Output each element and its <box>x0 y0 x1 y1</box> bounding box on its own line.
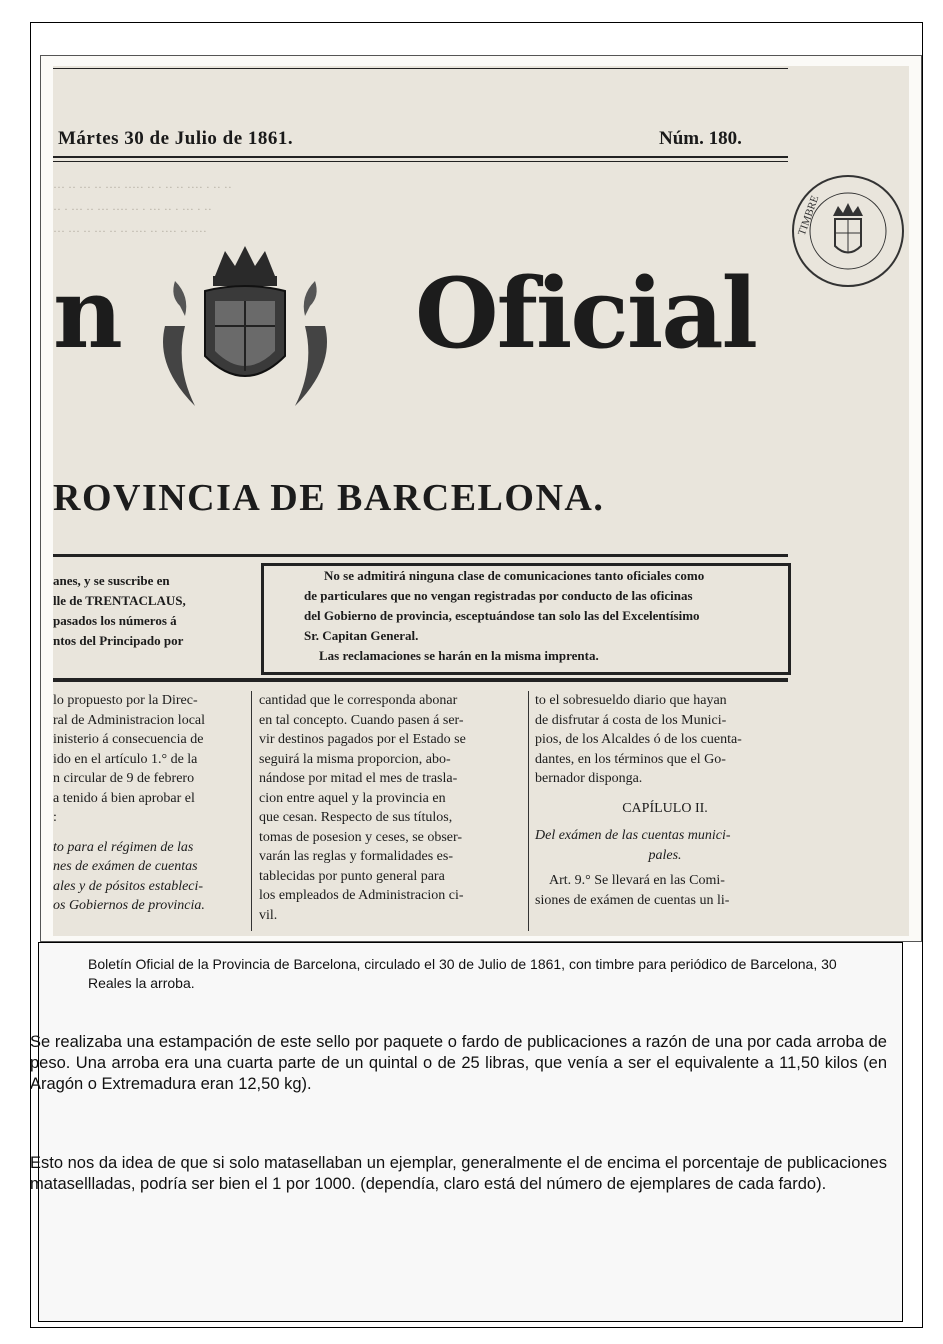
col2-line: cion entre aquel y la provincia en <box>259 790 446 806</box>
masthead-left: n <box>53 257 121 370</box>
chapter-subtitle: Del exámen de las cuentas munici- <box>535 828 731 843</box>
masthead-bottom-rule <box>53 554 788 557</box>
col3-line: bernador disponga. <box>535 771 643 786</box>
postal-stamp-icon <box>788 171 908 291</box>
col1-line: inisterio á consecuencia de <box>53 732 204 747</box>
col3-line: siones de exámen de cuentas un li- <box>535 892 730 908</box>
col1-italic-line: ales y de pósitos estableci- <box>53 878 204 894</box>
col2-line: en tal concepto. Cuando pasen á ser- <box>259 712 464 728</box>
col2-line: nándose por mitad el mes de trasla- <box>259 771 458 786</box>
col3-line: dantes, en los términos que el Go- <box>535 751 726 767</box>
image-caption: Boletín Oficial de la Provincia de Barcelona, circulado el 30 de Julio de 1861, con timbre para periódico de Barcelona, 30 Reales la arroba. <box>88 956 837 991</box>
col2-line: que cesan. Respecto de sus títulos, <box>259 810 453 825</box>
royal-coat-of-arms-icon <box>145 236 345 436</box>
col1-line: ral de Administracion local <box>53 712 206 728</box>
col3-line: Art. 9.° Se llevará en las Comi- <box>549 873 725 888</box>
col1-italic-line: to para el régimen de las <box>53 839 194 855</box>
paragraph-arroba: Se realizaba una estampación de este sello por paquete o fardo de publicaciones a razón de una por cada arroba de peso. Una arroba era una cuarta parte de un quintal o de 25 libras, que venía a ser el equivalente a 11,50 kilos (en Aragón o Extremadura eran 12,50 kg). <box>30 1033 887 1093</box>
column-1 <box>53 691 243 916</box>
top-rule <box>53 68 788 69</box>
header-rule-thin <box>53 161 788 162</box>
notice-line: Las reclamaciones se harán en la misma imprenta. <box>319 648 599 663</box>
chapter-subtitle: pales. <box>648 847 682 863</box>
masthead-title: Oficial <box>415 257 756 370</box>
col1-line: a tenido á bien aprobar el <box>53 790 195 806</box>
col2-line: tablecidas por punto general para <box>259 868 445 884</box>
col2-line: tomas de posesion y ceses, se obser- <box>259 829 463 845</box>
col1-line: lo propuesto por la Direc- <box>53 693 198 708</box>
col1-line: n circular de 9 de febrero <box>53 771 195 786</box>
column-divider <box>528 691 529 931</box>
notice-line: No se admitirá ninguna clase de comunicaciones tanto oficiales como <box>324 568 705 583</box>
columns-top-rule <box>53 678 788 682</box>
notice-box <box>261 563 791 675</box>
column-divider <box>251 691 252 931</box>
col3-line: to el sobresueldo diario que hayan <box>535 693 727 708</box>
col1-italic-line: os Gobiernos de provincia. <box>53 898 205 913</box>
col2-line: vil. <box>259 907 278 923</box>
date-line: Mártes 30 de Julio de 1861. <box>58 128 294 149</box>
paragraph-percentage: Esto nos da idea de que si solo matasellaban un ejemplar, generalmente el de encima el porcentaje de publicaciones matasellladas, podría ser bien el 1 por 1000. (dependía, claro está del número de ejemplares de cada fardo). <box>30 1154 887 1193</box>
col2-line: vir destinos pagados por el Estado se <box>259 732 466 747</box>
newspaper-scan <box>40 55 922 942</box>
col2-line: los empleados de Administracion ci- <box>259 888 464 903</box>
stamp-text: TIMBRE <box>795 193 822 238</box>
left-snippet-line: lle de TRENTACLAUS, <box>53 593 186 608</box>
col2-line: seguirá la misma proporcion, abo- <box>259 751 451 767</box>
newspaper-page <box>53 66 909 936</box>
col2-line: varán las reglas y formalidades es- <box>259 849 453 864</box>
col1-line: : <box>53 810 57 825</box>
left-snippet <box>53 571 253 651</box>
notice-line: del Gobierno de provincia, esceptuándose tan solo las del Excelentísimo <box>304 608 700 623</box>
left-snippet-line: anes, y se suscribe en <box>53 573 170 588</box>
column-2 <box>259 691 524 925</box>
header-rule <box>53 156 788 158</box>
bleed-through-text: ··· ·· ··· ·· ···· ····· ·· · ·· ·· ···· · ·· ·· ·· · ··· ·· ··· ···· ·· · ··· ·· · ··· · ·· ··· ··· ·· ··· ·· ·· ···· ·· ···· ·· ···· <box>53 180 232 238</box>
text-panel <box>38 942 903 1322</box>
chapter-heading: CAPÍLULO II. <box>622 800 708 816</box>
col2-line: cantidad que le corresponda abonar <box>259 693 458 708</box>
province-title: ROVINCIA DE BARCELONA. <box>53 477 605 519</box>
notice-line: de particulares que no vengan registradas por conducto de las oficinas <box>304 588 693 603</box>
notice-line: Sr. Capitan General. <box>304 628 419 643</box>
col3-line: pios, de los Alcaldes ó de los cuenta- <box>535 732 742 747</box>
column-3 <box>535 691 795 910</box>
col1-line: ido en el artículo 1.° de la <box>53 751 198 767</box>
issue-number: Núm. 180. <box>659 128 742 149</box>
left-snippet-line: ntos del Principado por <box>53 633 184 648</box>
col3-line: de disfrutar á costa de los Munici- <box>535 712 727 728</box>
col1-italic-line: nes de exámen de cuentas <box>53 859 198 874</box>
left-snippet-line: pasados los números á <box>53 613 177 628</box>
